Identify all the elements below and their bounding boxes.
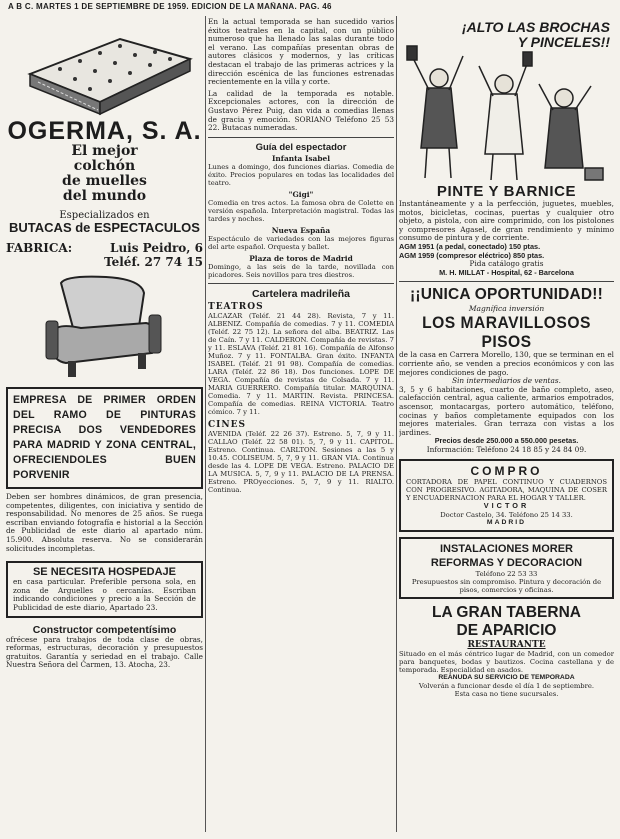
compro-address: Doctor Castelo, 34. Teléfono 25 14 33. (440, 511, 573, 520)
ogerma-specialized: Especializados en (59, 210, 150, 221)
cines-label: CINES (208, 419, 246, 430)
brochas-title-1: ¡ALTO LAS BROCHAS (461, 19, 610, 35)
unica-magnifica: Magnífica inversión (468, 304, 545, 314)
compro-title: COMPRO (470, 464, 543, 479)
pinturas-title: EMPRESA DE PRIMER ORDEN DEL RAMO DE PINTURAS PRECISA DOS VENDEDORES PARA MADRID Y ZONA CENTRAL, OFRECIENDOLES BUEN PORVENIR (13, 394, 196, 481)
compro-body: CORTADORA DE PAPEL CONTINUO Y CUADERNOS CON PROGRESIVO. AGITADORA, MAQUINA DE COSER Y ENCUADERNACION PARA EL HOGAR Y TALLER. (406, 478, 607, 503)
taberna-footer: Esta casa no tiene sucursales. (454, 690, 559, 699)
ogerma-slogan-3: de muelles (62, 173, 147, 189)
divider (208, 283, 394, 284)
hospedaje-title: SE NECESITA HOSPEDAJE (32, 566, 177, 579)
theater-intro: En la actual temporada se han sucedido varios éxitos teatrales en la capital, con un público numeroso que ha llenado las salas durante todo el verano. Las compañías presentan obras de autores clásicos y modernos, y las críticas destacan el trabajo de las primeras actrices y la dirección escénica de las funciones estrenadas recientemente en la villa y corte. (208, 18, 394, 87)
unica-info-label: Información: (426, 444, 475, 454)
brochas-title (462, 20, 610, 50)
taberna-body: Situado en el más céntrico lugar de Madrid, con un comedor para banquetes, bodas y bautizos. Cocina castellana y de temporada. Especialidad en asados. (399, 650, 614, 675)
theater-intro-2: La calidad de la temporada es notable. Excepcionales actores, con la dirección de Gustavo Pérez Puig, dan vida a comedias llenas de gracia y emoción. SORIANO Teléfono 25 53 22. Butacas numeradas. (208, 88, 394, 133)
teatros-label: TEATROS (208, 301, 264, 312)
ogerma-factory (6, 241, 203, 269)
pinte-price-1: AGM 1951 (a pedal, conectado) 150 ptas. (399, 241, 541, 251)
taberna-title-2: DE APARICIO (456, 622, 557, 640)
unica-detail: 3, 5 y 6 habitaciones, cuarto de baño completo, aseo, calefacción central, agua caliente, armarios empotrados, ascensor, montacargas, portero automático, teléfono, cocinas y baños completamente equipados con los mejores materiales. Gran terraza con vistas a los jardines. (399, 384, 614, 437)
divider (208, 137, 394, 138)
taberna-reanuda: REANUDA SU SERVICIO DE TEMPORADA (438, 674, 575, 682)
plaza-text: Domingo, a las seis de la tarde, novillada con picadores. Seis novillos para tres diestros. (208, 262, 394, 279)
hospedaje-ad (6, 561, 203, 617)
compro-ad (399, 459, 614, 532)
taberna-restaurante: RESTAURANTE (467, 640, 546, 651)
compro-name: VICTOR (483, 501, 530, 511)
theater-seat-illustration (6, 273, 203, 381)
factory-label: FABRICA: (6, 241, 73, 255)
unica-info (399, 446, 614, 455)
column-rule (396, 16, 397, 832)
pinte-body: Instantáneamente y a la perfección, juguetes, muebles, motos, bicicletas, cocinas, puertas y cualquier otro objeto, a pistola, con aire comprimido, con los pistolones y compresores Agasel, de gran rendimiento y mínimo consumo de pintura y de corriente. (399, 199, 614, 243)
constructor-ad (6, 624, 203, 670)
brochas-title-2: Y PINCELES!! (517, 34, 610, 50)
gigi-title: "Gigi" (288, 189, 314, 199)
left-column (6, 18, 203, 830)
constructor-title: Constructor competentísimo (32, 623, 177, 636)
gigi-text: Comedia en tres actos. La famosa obra de Colette en versión española. Interpretación magistral. Todas las tardes y noches. (208, 198, 394, 223)
factory-address: Luis Peidro, 6 (110, 241, 203, 255)
pinte-title: PINTE Y BARNICE (436, 183, 577, 200)
unica-prices: Precios desde 250.000 a 550.000 pesetas. (434, 436, 579, 446)
instalaciones-ad (399, 537, 614, 599)
ogerma-butacas: BUTACAS de ESPECTACULOS (9, 220, 200, 235)
unica-no-intermediaries: Sin intermediarios de ventas. (452, 376, 561, 386)
hospedaje-body: en casa particular. Preferible persona sola, en zona de Arguelles o cercanías. Escriban indicando condiciones y precio a la Sección de Publicidad de este diario, Apartado 23. (13, 577, 196, 612)
guia-text: Lunes a domingo, dos funciones diarias. Comedia de éxito. Precios populares en todas las localidades del teatro. (208, 162, 394, 187)
instalaciones-title-1: INSTALACIONES MORER (439, 543, 574, 556)
divider (399, 281, 614, 282)
ogerma-slogan-2: colchón (73, 158, 136, 174)
nueva-title: Nueva España (271, 225, 331, 235)
pinte-address: M. H. MILLAT - Hospital, 62 - Barcelona (439, 267, 574, 277)
ogerma-slogan-4: del mundo (62, 188, 147, 204)
column-rule (205, 16, 206, 832)
ogerma-slogan-1: El mejor (71, 143, 138, 159)
compro-city: MADRID (486, 519, 527, 527)
instalaciones-body: Presupuestos sin compromiso. Pintura y decoración de pisos, comercios y oficinas. (411, 578, 602, 595)
taberna-ad (399, 604, 614, 698)
taberna-vuelve: Volverán a funcionar desde el día 1 de septiembre. (418, 682, 595, 691)
unica-title: ¡¡UNICA OPORTUNIDAD!! (409, 286, 604, 304)
cines-text: AVENIDA (Teléf. 22 26 37). Estreno. 5, 7, 9 y 11. CALLAO (Teléf. 22 58 01). 5, 7, 9 y 11. CAPITOL. Estreno. Continua. CARLTON. Sesiones a las 5 y 10.45. COLISEUM. 5, 7, 9 y 11. GRAN VIA. Continua desde las 4. LOPE DE VEGA. Estreno. PALACIO DE LA MUSICA. 5, 7, 9 y 11. PALACIO DE LA PRENSA. Estreno. PROyecciones. 5, 7, 9 y 11. RIALTO. Continua. (208, 429, 394, 494)
guia-title: Guía del espectador (255, 141, 347, 153)
ogerma-name: OGERMA, S. A. (7, 117, 202, 145)
instalaciones-title-2: REFORMAS Y DECORACION (430, 557, 583, 570)
unica-headline: LOS MARAVILLOSOS PISOS (422, 313, 591, 352)
constructor-body: ofrécese para trabajos de toda clase de obras, reformas, estructuras, decoración y presupuestos gratuitos. Garantía y seriedad en el trabajo. Calle Nuestra Señora del Carmen, 13. Atocha, 23. (6, 634, 203, 670)
guia-sub: Infanta Isabel (271, 153, 331, 163)
factory-phone: Teléf. 27 74 15 (104, 255, 203, 269)
plaza-title: Plaza de toros de Madrid (249, 253, 353, 263)
taberna-title-1: LA GRAN TABERNA (432, 604, 581, 622)
middle-column (208, 18, 394, 830)
pinturas-ad (6, 387, 203, 489)
brochas-ad (399, 18, 614, 183)
nueva-text: Espectáculo de variedades con las mejores figuras del arte español. Orquesta y ballet. (208, 234, 394, 251)
unica-body: de la casa en Carrera Morello, 130, que se terminan en el corriente año, se venden a precios económicos y con las mejores condiciones de pago. (399, 350, 614, 377)
page-header: A B C. MARTES 1 DE SEPTIEMBRE DE 1959. EDICION DE LA MAÑANA. PAG. 46 (8, 2, 332, 11)
instalaciones-phone: Teléfono 22 53 33 (475, 570, 538, 579)
unica-info-phone: Teléfono 24 18 85 y 24 84 09. (476, 444, 587, 454)
right-column (399, 18, 614, 830)
cartelera-title: Cartelera madrileña (251, 287, 351, 300)
pinte-catalog: Pida catálogo gratis (469, 259, 544, 269)
mattress-illustration (10, 24, 199, 116)
teatros-text: ALCAZAR (Teléf. 21 44 28). Revista, 7 y 11. ALBENIZ. Compañía de comedias. 7 y 11. COMEDIA (Teléf. 22 75 12). La señora del alba. BEATRIZ. Las de Caín. 7 y 11. CALDERON. Compañía de revistas. 7 y 11. ESLAVA (Teléf. 21 81 16). Compañía de Alfonso Muñoz. 7 y 11. FONTALBA. Gran éxito. INFANTA ISABEL (Teléf. 21 91 98). Compañía de comedias. LARA (Teléf. 22 86 18). Dos funciones. LOPE DE VEGA. Compañía de revistas de Colsada. 7 y 11. MARIA GUERRERO. Compañía titular. MARQUINA. Comedia. 7 y 11. MARTIN. Revista. PRINCESA. Compañía de comedias. REINA VICTORIA. Teatro cómico. 7 y 11. (208, 311, 394, 416)
pinturas-body: Deben ser hombres dinámicos, de gran presencia, competentes, diligentes, con iniciativa y sentido de responsabilidad. No menores de 25 años. Se ruega escriban enviando fotografía e historial a la Sección de Publicidad de este diario al apartado núm. 15.900. Absoluta reserva. No se considerarán solicitudes incompletas. (6, 492, 203, 553)
pinte-price-2: AGM 1959 (compresor eléctrico) 850 ptas. (399, 250, 545, 260)
